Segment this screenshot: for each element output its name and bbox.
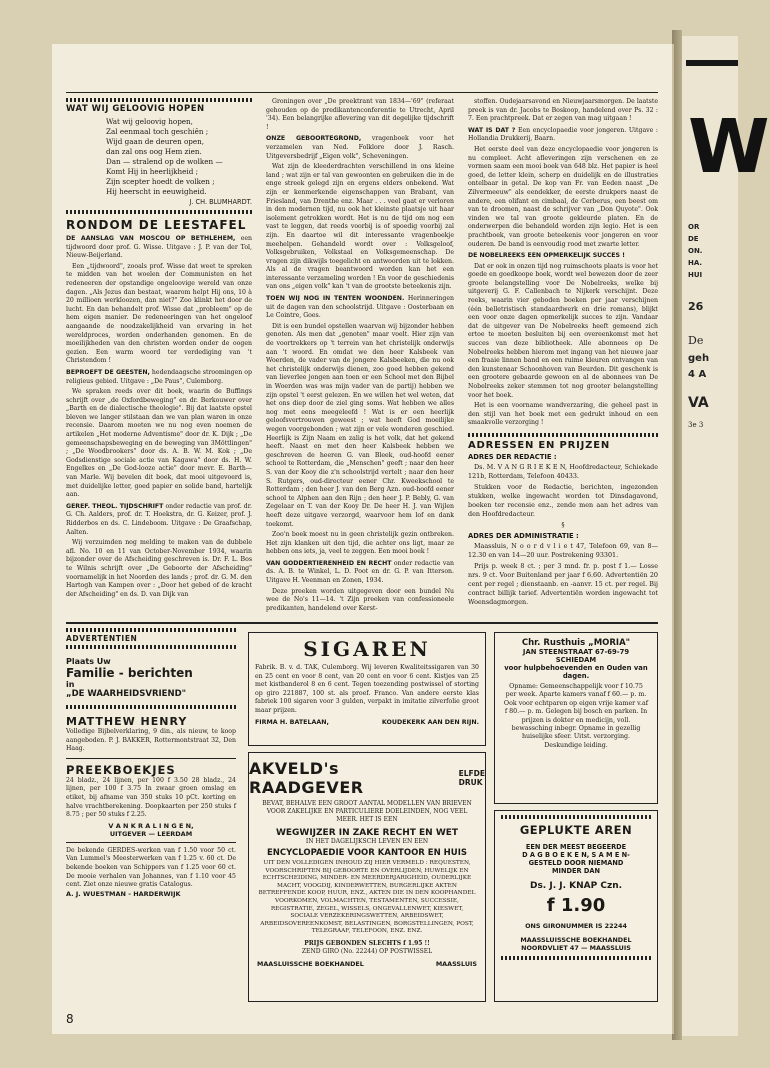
ad-moria [494,632,658,804]
article-paragraph [66,388,252,500]
ad-aren-giro: ONS GIRONUMMER IS 22244 [525,922,627,930]
article-paragraph [266,135,454,161]
ad-sigaren-title: SIGAREN [303,637,431,661]
ad-akveld-edition [459,769,485,787]
adressen-body [468,453,658,607]
article-heading: VAN GODDERTIERENHEID EN RECHT [266,559,392,567]
ad-aren-rule2 [501,956,651,960]
ad-akveld-price: PRIJS GEBONDEN SLECHTS f 1.95 !! [304,939,430,947]
column-3 [468,98,658,609]
ad-familie-line1: Plaats Uw [66,657,111,666]
ad-aren-price: f 1.90 [546,895,606,916]
separator: § [561,520,565,529]
article-paragraph [468,98,658,124]
article-paragraph [66,503,252,537]
ad-gerdes-text: De bekende GERDES-werken van f 1.50 voor 50 ct. Van Lummel's Meesterwerken van f 1.25 v. 60 ct. De bekende boeken van Schippers van f 1.25 voor 60 ct. De mooie verhalen van Johannes, van f 1.10 voor 45 cent. Ziet onze nieuwe gratis Catalogus. [66,846,236,889]
ad-aren-rule [501,815,651,819]
ad-sigaren [248,632,486,746]
ad-akveld-intro: BEVAT, BEHALVE EEN GROOT AANTAL MODELLEN VAN BRIEVEN VOOR ZAKELIJKE EN PARTICULIERE DOELEINDEN, NOG VEEL MEER. HET IS EEN [262,800,472,823]
article-text: Het eerste deel van deze encyclopaedie voor jongeren is nu compleet. Acht afleveringen zijn verschenen en ze vormen saam een mooi boek van 648 blz. Het papier is heel goed, de letter klein, scherp en duidelijk en de illustraties ontelbaar in getal. De kop van Fr. van Eeden naast „De Zilvermeeuw" als eendekker, de eerste drukpers naast de andere, een olifant en cimbaal, de Cerberus, een beest om van te droomen, naast de schrijver van „Don Quyote". Ook vinden we tal van groote gekleurde platen. En de onderwerpen die behandeld worden zijn legio. Het is een prachtboek, van groote beteekenis voor jongeren en voor ouderen. De band is eenvoudig rood met zwarte letter. [468,145,658,248]
ad-akveld-line: IN HET DAGELIJKSCH LEVEN EN EEN [305,838,429,845]
article-text: Een „tijdwoord", zooals prof. Wisse dat weet te spreken te midden van het woelen der Communisten en het redeneeren der opstandige ongeloovige wereld van onze dagen. „Als Jezus dan bestaat, waarom helpt Hij ons, 10 à 20 millioen werkloozen, dan niet?" Zoo klinkt het door de lucht. En dan behandelt prof. Wisse dat „probleem" op de hem eigen manier. De redeneeringen van het ongeloof aangaande de noodzakelijkheid van ervaring in het wereldproces, worden onderhanden genomen. En de moeilijkheden van den christen worden onder de oogen gezien. Een warm woord ter verdediging van 't Christendom ! [66,262,252,365]
ad-rule [66,705,236,709]
poem-author: J. CH. BLUMHARDT. [189,198,252,206]
article-heading: WAT IS DAT ? [468,126,516,134]
article-text: Het is een voorname wandverzaring, die geheel past in den stijl van het boek met een gedrukt inhoud en een smaakvolle verzorging ! [468,402,658,427]
article-paragraph [266,98,454,132]
article-text: Dat er ook in onzen tijd nog ruimschoots plaats is voor het goede en goedkoope boek, wordt wel bewezen door de zeer groote belangstelling voor De Nobelreeks, welke bij uitgeverij G. F. Callenbach te Nijkerk verschijnt. Deze reeks, waarin vier geboden boeken per jaar verschijnen (één belletristisch standaardwerk en drie romans), blijkt een voor onze dagen opmerkelijk succes te zijn. Vandaar dat de uitgever van De Nobelreeks heeft gemeend zich ertoe te moeten besluiten bij een overeenkomst met het succes van deze bibliotheek. Alle abonnees op De Nobelreeks hebben hierom met ingang van het nieuwe jaar een fraaie linnen band en een ruime kleuren ontvangen van den kunstenaar Schoonhoven van Beurden. Dit geschenk is een grootere gebaarde gewoon en al de abonnees van De Nobelreeks zeker stemmen tot nog grooter belangstelling voor het boek. [468,262,658,399]
poem-title: WAT WIJ GELOOVIG HOPEN [66,104,205,114]
article-heading: DE AANSLAG VAN MOSCOU OP BETHLEHEM, [66,235,236,242]
poem-line: Wat wij geloovig hopen, [106,117,193,126]
article-text: onder redactie van ds. A. B. te Winkel, L. D. Poot en dr. G. P. van Itterson. Uitgave H. Veenman en Zonen, 1934. [266,559,454,585]
ad-akveld-encyclopaedie: ENCYCLOPAEDIE VOOR KANTOOR EN HUIS [266,848,467,858]
ad-henry [66,715,236,754]
ad-aren-title: GEPLUKTE AREN [519,823,633,837]
article-text: Herinneringen uit de dagen van den schoolstrijd. Uitgave : Oosterbaan en Le Cointre, Goes. [266,295,454,320]
redactie-address: Ds. M. V A N G R I E K E N, Hoofdredacteur, Schiekade 121b, Rotterdam, Telefoon 40433. [468,462,658,480]
next-page-fragment: OR [688,223,700,231]
ad-moria-address: JAN STEENSTRAAT 67-69-79 [522,648,630,656]
next-page-fragment: 3e 3 [688,421,704,429]
article-paragraph [66,263,252,366]
ad-moria-title: Chr. Rusthuis „MORIA" [521,638,631,648]
ad-akveld-wegwijzer: WEGWIJZER IN ZAKE RECHT EN WET [275,828,459,838]
top-rule [66,92,658,93]
ad-familie-line4: „DE WAARHEIDSVRIEND" [66,689,187,699]
ad-preekboekjes [66,763,236,838]
ad-sigaren-firm: FIRMA H. BATELAAN, [255,718,329,726]
ad-akveld-contents: UIT DEN VOLLEDIGEN INHOUD ZIJ HIER VERMELD : REQUESTEN, VOORSCHRIFTEN BIJ GEBOORTE EN OVERLIJDEN, HUWELIJK EN ECHTSCHEIDING, MINDER- EN MEERDERJARIGHEID, OUDERLIJKE MACHT, VOOGDIJ, KINDERWETTEN, BURGERLIJKE AKTEN BETREFFENDE KOOP, HUUR, ENZ., AKTEN DIE IN DEN KOOPHANDEL VOORKOMEN, VOLMACHTEN, TESTAMENTEN, SUCCESSIE, REGISTRATIE, ZEGEL, WISSELS, ONGEVALLENWET, KIESWET, SOCIALE VERZEKERINGSWETTEN, ARBEIDSWET, ARBEIDSOVEREENKOMST, BELASTINGEN, BORGSTELLINGEN, POST, TELEGRAAF, TELEFOON, ENZ. ENZ. [258,860,476,935]
ad-rule [66,842,236,843]
next-page-fragment: 26 [688,300,704,313]
next-page-fragment: De [688,334,704,347]
article-paragraph [66,539,252,599]
article-paragraph [266,588,454,614]
poem-body [66,117,252,197]
ad-henry-title: MATTHEW HENRY [66,715,188,728]
article-paragraph [66,235,252,261]
article-text: stoffen. Oudejaarsavond en Nieuwjaarsmorgen. De laatste preek is van dr. Jacobs te Boskoop, handelend over Ps. 32 : 7. Een prachtpreek. Dat er zegen van mag uitgaan ! [468,98,658,123]
article-paragraph [266,560,454,586]
next-page-fragment: geh [688,353,710,364]
article-heading: ONZE GEBOORTEGROND, [266,135,362,143]
ad-sigaren-text: Fabrik. B. v. d. TAK, Culemborg. Wij leveren Kwaliteitssigaren van 30 en 25 cent en voor 8 cent, van 20 cent en voor 6 cent. Kistjes van 25 met kistbanderol 8 en 6 cent. Tegen toezending postwissel of storting op giro 221887, 100 st. als proef. Franco. Van andere eerste klas fabriek 100 sigaren voor 3 gulden, verpakt in imitatie zilverfolie groot maar prijzen. [255,664,479,714]
article-text: Deze preeken worden uitgegeven door een bundel Nu wee de No's 11—14. 't Zijn preeken van confessioneele predikanten, handelend over Kerst- [266,587,454,612]
redactie-note: Stukken voor de Redactie, berichten, ingezonden stukken, welke ingewacht worden tot Dinsdagavond, boeken ter recensie enz., zende men aan het adres van den Hoofdredacteur. [468,482,658,518]
ads-divider [66,622,658,624]
poem-line: Komt Hij in heerlijkheid ; [106,167,199,176]
article-paragraph [468,146,658,249]
article-heading: GEREF. THEOL. TIJDSCHRIFT [66,502,164,510]
ad-preek-text: 24 bladz., 24 lijnen, per 100 f 3.50 28 bladz., 24 lijnen, per 100 f 3.75 In zwaar groen omslag en etiket, bij afname van 350 stuks 10 pCt. korting en halve vrachtberekening. Doopkaarten per 250 stuks f 8.75 ; per 50 stuks f 2.25. [66,776,236,819]
article-text: Groningen over „De preektrant van 1834—'69" (referaat gehouden op de predikantenconferentie te Utrecht, April '34). Een belangrijke aflevering van dit degelijke tijdschrift ! [266,98,454,131]
ad-akveld [248,752,486,1002]
ad-preek-place: UITGEVER — LEERDAM [109,829,193,838]
column-1-text [66,235,252,599]
ad-moria-city: SCHIEDAM [555,656,597,664]
poem-rule [66,98,252,102]
ad-akveld-title: AKVELD's RAADGEVER [249,759,364,797]
next-page-fragment: ON. [688,247,703,255]
ad-aren-line2: D A G B O E K E N, S A M E N- [522,851,630,859]
poem-line: Zal eenmaal toch geschiên ; [106,127,209,136]
article-paragraph [468,263,658,401]
article-heading: DE NOBELREEKS EEN OPMERKELIJK SUCCES ! [468,252,625,260]
book-spine [672,30,682,1040]
article-text: We spraken reeds over dit boek, waarin de Buffings schrijft over „de Oxfordbeweging" en dr. Berkouwer over „Barth en de dialectische theologie". Bij dat laatste opstel bleven we langer stilstaan dan we van plan waren in onze recensie. Daarom moeten we nu nog even noemen de artikelen „Het moderne Adventisme" door dr. K. Dijk ; „De gemeenschapsbeweging en de beweging van 3Möttlingen" ; „De Woodbrookers" door ds. A. B. W. M. Kok ; „De Godsdienstige sociale actie van Kagawa" door ds. H. W. Engelkes en „De God-looze actie" door mevr. E. Barth—van Marle. Wij bevelen dit boek, dat mooi uitgevoerd is, met duidelijke letter, goed papier en solide band, hartelijk aan. [66,388,252,499]
ad-akveld-header [249,759,485,797]
ad-gerdes [66,847,236,898]
ad-familie-line3: in [66,680,75,689]
page-number: 8 [66,1012,74,1026]
admin-heading: ADRES DER ADMINISTRATIE : [468,531,579,540]
column-2-text [266,98,454,615]
ad-preek-title: PREEKBOEKJES [66,762,176,777]
section-rule [66,210,252,214]
ad-familie-line2: Familie - berichten [66,666,193,680]
redactie-heading: ADRES DER REDACTIE : [468,452,557,461]
ads-header-rule [66,628,236,632]
ad-gerdes-publisher: A. J. WUESTMAN - HARDERWIJK [66,889,181,898]
column-1 [66,98,252,601]
next-page-edge [682,36,770,1036]
article-text: Wij verzuimden nog melding te maken van de dubbele afl. No. 10 en 11 van October-November 1934, waarin bijzonder over de Afscheiding geschreven is. Dr. F. L. Bos te Wilnis schrijft over „De Geboorte der Afscheiding" voornamelijk in het Noorden des lands ; prof. dr. G. M. den Hartogh van Kampen over : „Door het gebed of de kracht der Afscheiding" en ds. D. van Dijk van [66,539,252,598]
ad-aren-line4: MINDER DAN [552,867,600,875]
article-paragraph [266,295,454,321]
article-text: Dit is een bundel opstellen waarvan wij bijzonder hebben genoten. Als men dat „genoten" maar voelt. Hier zijn van de voortrekkers op 't terrein van het christelijk onderwijs aan 't woord. En omdat we den heer Kalsbeek van Woerden, de vader van de jongere Kalsbeeken, die nu ook het christelijk onderwijs dienen, zoo goed hebben gekend van lieverlee jongen aan toen er een School met den Bijbel in Woerden was was mijn vader van de partij) hebben we zijn opstel 't eerst gelezen. En we willen het wel weten, dat het ons diep door de ziel ging soms. Wat hebben we alles nog met eens meegeleefd ! Wat is er een heerlijk geloofsvertrouwen geweest ; wat heeft God moeilijke wegen voorgebonden ; wat zijn er vele wonderen geschied. Heerlijk is Zijn Naam en zalig is het volk, dat het gekend heeft. Naast en met den heer Kalsbeek hebben we geschreven de heeren G. van Bleek, oud-hoofd eener school te Rotterdam, die „Menschen" geeft ; naar den heer S. van der Kooy die z'n schoolstrijd vertelt ; naar den heer S. Rutgers, oud-directeur eener Chr. Kweekschool te Rotterdam ; den heer J. van den Berg Azn. oud-hoofd eener school te Alphen aan den Rijn ; den heer J. P. Bebly, G. van Zegelaar en T. van der Kooy Dr. De heer H. J. van Wijlen heeft deze uitgave verzorgd, waarvoor hem lof en dank toekomt. [266,322,454,528]
ad-akveld-place: MAASSLUIS [435,959,477,968]
article-heading: BEPROEFT DE GEESTEN, [66,368,150,376]
ad-moria-text: Opname: Gemeenschappelijk voor f 10.75 per week. Aparte kamers vanaf f 60.— p. m. Ook voor echtparen op eigen vrije kamer v.af f 80.— p. m. Gelegen bij bosch en parken. In prijzen is dokter en medicijn, voll. bewassching inbegr. Opname in gezellig huiselijke sfeer. Uitst. verzorging. Deskundige leiding. [503,683,649,749]
poem-line: Zijn scepter hoedt de volken ; [106,177,215,186]
ad-akveld-giro: ZEND GIRO (No. 22244) OP POSTWISSEL [301,947,433,955]
ad-akveld-footer [257,960,477,968]
poem-line: dan zal ons oog Hem zien. [106,147,202,156]
ads-header: ADVERTENTIEN [66,634,138,643]
ad-aren-line1: EEN DER MEEST BEGEERDE [525,843,627,851]
article-paragraph [468,402,658,428]
ad-sigaren-footer [255,719,479,726]
ad-aren-author: Ds. J. J. KNAP Czn. [529,881,623,891]
edition-line1: ELFDE [458,769,485,778]
article-heading: TOEN WIJ NOG IN TENTEN WOONDEN. [266,295,405,303]
adressen-rule [468,433,658,437]
ad-aren-address: NOORDVLIET 47 — MAASSLUIS [521,944,631,952]
article-paragraph [266,531,454,557]
article-text: hedendaagsche stroomingen op religieus gebied. Uitgave : „De Paus", Culemborg. [66,368,252,385]
ads-left-column [66,628,236,898]
admin-address: Maassluis, N o o r d v l i e t 47, Telefoon 69, van 8—12.30 en van 14—20 uur. Postrekening 93301. [468,541,658,559]
article-paragraph [266,323,454,529]
newspaper-page [52,44,672,1034]
ad-moria-sub: voor hulpbehoevenden en Ouden van dagen. [504,664,648,680]
ad-henry-text: Volledige Bijbelverklaring, 9 din., als nieuw, te koop aangeboden. P. J. BAKKER, Rottermontstraat 32, Den Haag. [66,728,236,753]
next-page-fragment: 4 A [688,369,707,380]
adressen-title: ADRESSEN EN PRIJZEN [468,439,611,451]
article-text: een tijdwoord door prof. G. Wisse. Uitgave : J. P. van der Tol, Nieuw-Beijerland. [66,235,252,260]
next-page-fragment: DE [688,235,699,243]
ad-preek-publisher: V A N K R A L I N G E N, [108,821,194,830]
ad-aren-line3: GESTELD DOOR NIEMAND [528,859,624,867]
ads-header-rule2 [66,645,236,649]
next-page-fragment: HUI [688,271,703,279]
ad-familie [66,657,236,699]
poem-line: Wijd gaan de deuren open, [106,137,205,146]
next-page-fragment: VA [688,395,709,411]
next-page-rule [686,60,738,66]
edition-line2: DRUK [458,778,483,787]
ad-sigaren-place: KOUDEKERK AAN DEN RIJN. [381,718,479,726]
poem-line: Hij heerscht in eeuwigheid. [106,187,207,196]
section-title: RONDOM DE LEESTAFEL [66,218,247,232]
ad-akveld-publisher: MAASLUISSCHE BOEKHANDEL [257,959,364,968]
article-paragraph [66,369,252,386]
poem-line: Dan — stralend op de wolken — [106,157,223,166]
article-text: vragenboek voor het verzamelen van Ned. Folklore door J. Rasch. Uitgeversbedrijf „Eigen volk", Scheveningen. [266,135,454,160]
column-3-text [468,98,658,428]
article-text: Zoo'n boek moest nu in geen christelijk gezin ontbreken. Het zijn klanken uit den tijd, die achter ons ligt, maar ze hebben ons iets, ja, veel te zeggen. Een mooi boek ! [266,531,454,556]
article-paragraph [468,127,658,144]
next-page-fragment: HA. [688,259,703,267]
article-paragraph [468,252,658,261]
ad-aren-publisher: MAASSLUISSCHE BOEKHANDEL [520,936,632,944]
article-text: Wat zijn de kleederdrachten verschillend in ons kleine land ; wat zijn er tal van gewoonten en gebruiken die in de enge streek gelegd zijn en ergens elders onbekend. Wat zijn er kenmerkende eigenschappen van Brabant, van Friesland, van Drenthe enz. Maar . . . veel gaat er verloren in den modernen tijd, nu ook het kleinste plaatsje uit haar isolement getrokken wordt. Het is nu de tijd om nog een vast te leggen, dat reeds voorbij is of spoedig voorbij zal zijn. En daartoe wil dit interessante vragenboekje meehelpen. Gehandeld wordt over : Volksgeloof, Volksgebruiken, Volkstaal en Volksgemeenschap. De vragen zijn dikwijls toegelicht en antwoorden uit te lokken. Als al de vragen beantwoord worden kan het een interessante verzameling worden ! En voor de geschiedenis van ons „eigen volk" kan 't van de grootste beteekenis zijn. [266,163,454,291]
price-info: Prijs p. week 8 ct. ; per 3 mnd. fr. p. post f 1.— Losse nrs. 9 ct. Voor Buitenland per jaar f 6.60. Advertentiën 20 cent per regel ; dienstaanb. en -aanvr. 15 ct. per regel. Bij contract billijk tarief. Advertentiën worden ingewacht tot Woensdagmorgen. [468,561,658,606]
article-text: onder redactie van prof. dr. G. Ch. Aalders, prof. dr. T. Hoekstra, dr. G. Keizer, prof. J. Ridderbos en ds. C. Lindeboom. Uitgave : De Graafschap, Aalten. [66,502,252,536]
ad-aren [494,810,658,1002]
article-text: Een encyclopaedie voor jongeren. Uitgave : Hollandia Drukkerij, Baarn. [468,126,658,143]
next-page-letter: W [688,104,770,190]
ad-rule [66,758,236,759]
article-paragraph [266,163,454,292]
